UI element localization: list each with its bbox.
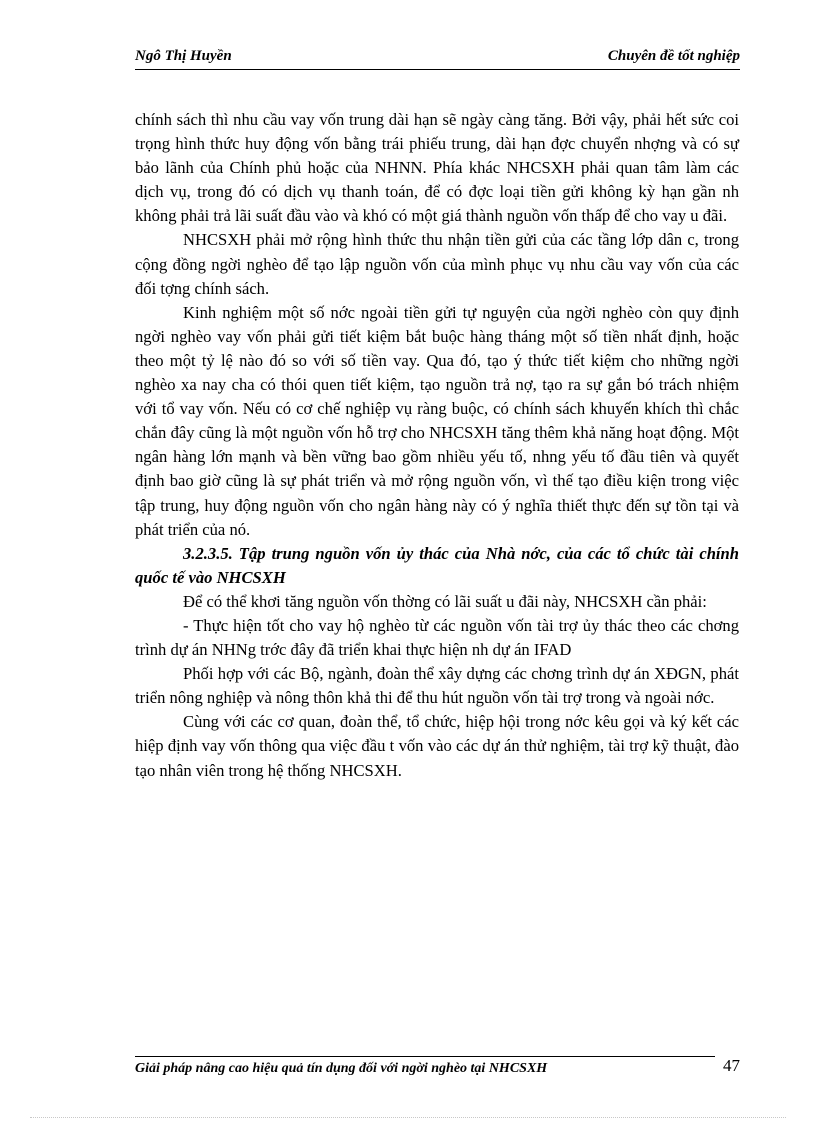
footer-title: Giải pháp nâng cao hiệu quả tín dụng đối với ngời nghèo tại NHCSXH xyxy=(135,1061,548,1076)
header-author: Ngô Thị Huyền xyxy=(135,48,232,64)
section-heading: 3.2.3.5. Tập trung nguồn vốn ủy thác của Nhà nớc, của các tổ chức tài chính quốc tế vào NHCSXH xyxy=(135,543,739,587)
footer-rule xyxy=(135,1056,715,1057)
document-body xyxy=(135,108,739,783)
page-footer xyxy=(135,1056,740,1080)
paragraph-4: Để có thể khơi tăng nguồn vốn thờng có lãi suất u đãi này, NHCSXH cần phải: xyxy=(183,591,707,611)
header-doc-type: Chuyên đề tốt nghiệp xyxy=(607,48,740,64)
paragraph-3: Kinh nghiệm một số nớc ngoài tiền gửi tự nguyện của ngời nghèo còn quy định ngời nghèo vay vốn phải gửi tiết kiệm bắt buộc hàng tháng một số tiền nhất định, hoặc theo một tỷ lệ nào đó so với số tiền vay. Qua đó, tạo ý thức tiết kiệm cho những ngời nghèo xa nay cha có thói quen tiết kiệm, tạo nguồn trả nợ, tạo ra sự gắn bó trách nhiệm với tổ vay vốn. Nếu có cơ chế nghiệp vụ ràng buộc, có chính sách khuyến khích thì chắc chắn đây cũng là một nguồn vốn hỗ trợ cho NHCSXH tăng thêm khả năng hoạt động. Một ngân hàng lớn mạnh và bền vững bao gồm nhiều yếu tố, nhng yếu tố đầu tiên và quyết định bao giờ cũng là sự phát triển và mở rộng nguồn vốn, vì thế tạo điều kiện trong việc tập trung, huy động nguồn vốn cho ngân hàng này có ý nghĩa thiết thực đến sự tồn tại và phát triển của nó. xyxy=(135,302,739,539)
page-number: 47 xyxy=(723,1056,740,1075)
paragraph-1: chính sách thì nhu cầu vay vốn trung dài hạn sẽ ngày càng tăng. Bởi vậy, phải hết sức coi trọng hình thức huy động vốn bằng trái phiếu trung, dài hạn đợc chuyển nhợng và có sự bảo lãnh của Chính phủ hoặc của NHNN. Phía khác NHCSXH phải quan tâm làm các dịch vụ, trong đó có dịch vụ thanh toán, để có đợc loại tiền gửi không kỳ hạn gần nh không phải trả lãi suất đầu vào và khó có một giá thành nguồn vốn thấp để cho vay u đãi. xyxy=(135,110,739,226)
paragraph-2: NHCSXH phải mở rộng hình thức thu nhận tiền gửi của các tầng lớp dân c, trong cộng đồng ngời nghèo để tạo lập nguồn vốn của mình phục vụ nhu cầu vay vốn của các đối tợng chính sách. xyxy=(135,230,739,298)
paragraph-6: Phối hợp với các Bộ, ngành, đoàn thể xây dựng các chơng trình dự án XĐGN, phát triển nông nghiệp và nông thôn khả thi để thu hút nguồn vốn tài trợ trong và ngoài nớc. xyxy=(135,664,739,708)
page-bottom-divider xyxy=(30,1117,786,1118)
page-header xyxy=(135,47,740,70)
paragraph-7: Cùng với các cơ quan, đoàn thể, tổ chức, hiệp hội trong nớc kêu gọi và ký kết các hiệp định vay vốn thông qua việc đầu t vốn vào các dự án thử nghiệm, tài trợ kỹ thuật, đào tạo nhân viên trong hệ thống NHCSXH. xyxy=(135,712,739,780)
paragraph-5: - Thực hiện tốt cho vay hộ nghèo từ các nguồn vốn tài trợ ủy thác theo các chơng trình dự án NHNg trớc đây đã triển khai thực hiện nh dự án IFAD xyxy=(135,615,739,660)
